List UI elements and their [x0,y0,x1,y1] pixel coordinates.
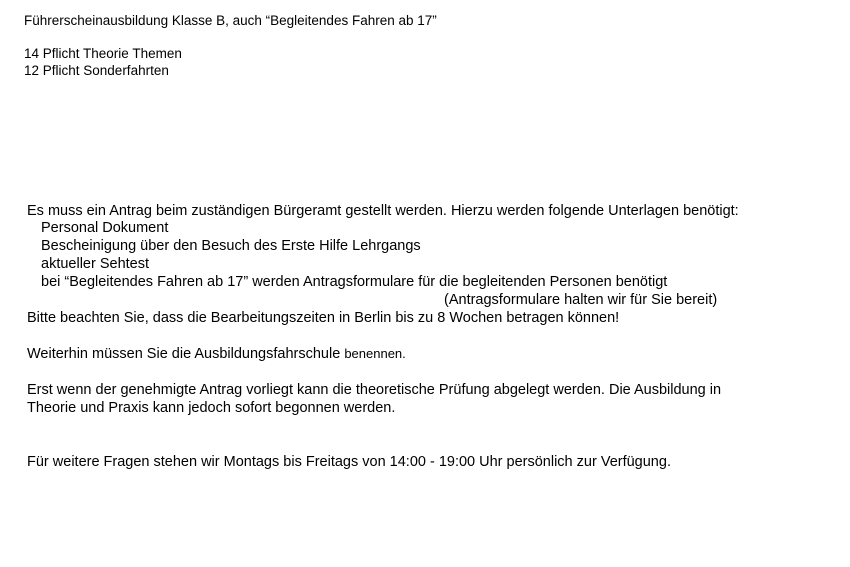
page-title: Führerscheinausbildung Klasse B, auch “Begleitendes Fahren ab 17” [24,13,437,28]
intro-text: Es muss ein Antrag beim zuständigen Bürgeramt gestellt werden. Hierzu werden folgende Unterlagen benötigt: [27,203,739,219]
forms-note: (Antragsformulare halten wir für Sie bereit) [444,292,718,308]
school-note-end: benennen. [344,346,406,361]
exam-note-line-1: Erst wenn der genehmigte Antrag vorliegt kann die theoretische Prüfung abgelegt werden. Die Ausbildung in [27,382,722,398]
requirement-item: Bescheinigung über den Besuch des Erste Hilfe Lehrgangs [41,238,421,254]
contact-note: Für weitere Fragen stehen wir Montags bis Freitags von 14:00 - 19:00 Uhr persönlich zur Verfügung. [27,454,671,470]
theory-topics-count: 14 Pflicht Theorie Themen [24,46,182,61]
special-drives-count: 12 Pflicht Sonderfahrten [24,63,169,78]
exam-note-line-2: Theorie und Praxis kann jedoch sofort begonnen werden. [27,400,396,416]
school-note-main: Weiterhin müssen Sie die Ausbildungsfahrschule [27,346,345,362]
requirement-item: Personal Dokument [41,220,169,236]
requirement-item: aktueller Sehtest [41,256,150,272]
school-note [27,347,406,362]
requirement-item: bei “Begleitendes Fahren ab 17” werden Antragsformulare für die begleitenden Personen benötigt [41,274,668,290]
processing-note: Bitte beachten Sie, dass die Bearbeitungszeiten in Berlin bis zu 8 Wochen betragen können! [27,310,620,326]
